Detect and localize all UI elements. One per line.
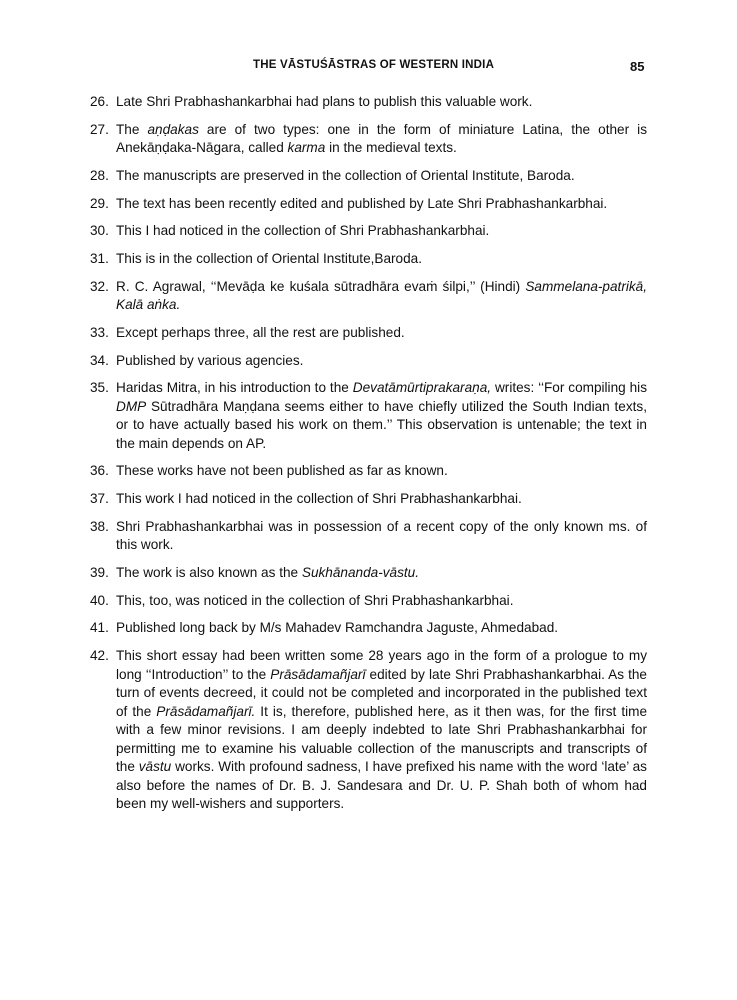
text-run: Published by various agencies. <box>116 352 304 368</box>
italic-title: Prāsādamañjarī <box>270 666 366 682</box>
endnote-number: 32. <box>90 278 109 294</box>
text-run: The <box>116 121 148 137</box>
page-header <box>0 59 737 79</box>
endnote-number: 30. <box>90 223 109 239</box>
endnote-number: 33. <box>90 324 109 340</box>
endnote-number: 40. <box>90 592 109 608</box>
text-run: The text has been recently edited and published by Late Shri Prabhashankarbhai. <box>116 195 608 211</box>
text-run: This I had noticed in the collection of Shri Prabhashankarbhai. <box>116 223 490 239</box>
text-run: It is, therefore, published here, as it then was, for the first time with a few minor revisions. I am deeply indebted to late Shri Prabhashankarbhai for permitting me to examine his valuable collection of the manuscripts and transcripts of the <box>116 703 648 774</box>
endnote-number: 31. <box>90 250 109 266</box>
italic-title: aṇḍakas <box>147 121 199 137</box>
endnote-text <box>116 462 647 481</box>
italic-title: DMP <box>116 398 147 414</box>
endnote <box>0 93 647 112</box>
endnote <box>0 518 647 555</box>
endnote <box>0 564 647 583</box>
endnote <box>0 619 647 638</box>
text-run: edited by late Shri Prabhashankarbhai. As the turn of events decreed, it could not be completed and incorporated in the published text of the <box>116 666 647 719</box>
endnote <box>0 324 647 343</box>
text-run: works. With profound sadness, I have prefixed his name with the word ‘late’ as also before the names of Dr. B. J. Sandesara and Dr. U. P. Shah both of whom had been my well-wishers and supporters. <box>116 759 647 811</box>
endnote-number: 38. <box>90 518 109 534</box>
text-run: writes: ‘‘For compiling his <box>491 380 647 396</box>
endnotes-list <box>0 93 737 823</box>
endnote <box>0 250 647 269</box>
endnote-number: 35. <box>90 380 109 396</box>
endnote-text <box>116 324 647 343</box>
text-run: Published long back by M/s Mahadev Ramchandra Jaguste, Ahmedabad. <box>116 620 559 636</box>
running-title: THE VĀSTUŚĀSTRAS OF WESTERN INDIA <box>253 59 495 71</box>
italic-title: Prāsādamañjarī. <box>156 703 256 719</box>
endnote <box>0 222 647 241</box>
endnote-text <box>116 518 647 555</box>
text-run: R. C. Agrawal, ‘‘Mevāḍa ke kuśala sūtradhāra evaṁ śilpi,’’ (Hindi) <box>116 278 526 294</box>
endnote <box>0 462 647 481</box>
endnote <box>0 195 647 214</box>
text-run: This work I had noticed in the collection of Shri Prabhashankarbhai. <box>116 491 522 507</box>
endnote-number: 39. <box>90 564 109 580</box>
endnote-text <box>116 195 647 214</box>
text-run: This short essay had been written some 28 years ago in the form of a prologue to my long ‘‘Introduction’’ to the <box>116 648 647 682</box>
endnote-text <box>116 647 647 814</box>
text-run: Shri Prabhashankarbhai was in possession of a recent copy of the only known ms. of this work. <box>116 518 647 553</box>
endnote-number: 42. <box>90 648 109 663</box>
text-run: Sūtradhāra Maṇḍana seems either to have chiefly utilized the South Indian texts, or to have actually based his work on them.’’ This observation is untenable; the text in the main depends on AP. <box>116 398 647 451</box>
endnote-number: 27. <box>90 121 109 137</box>
text-run: This is in the collection of Oriental Institute,Baroda. <box>116 250 423 266</box>
endnote-text <box>116 278 647 315</box>
text-run: The manuscripts are preserved in the collection of Oriental Institute, Baroda. <box>116 167 575 183</box>
endnote <box>0 592 647 611</box>
endnote <box>0 278 647 315</box>
endnote-number: 29. <box>90 195 109 211</box>
endnote-text <box>116 121 647 158</box>
endnote-text <box>116 352 647 371</box>
endnote-text <box>116 222 647 241</box>
endnote-number: 34. <box>90 352 109 368</box>
italic-title: Sammelana-patrikā, Kalā aṅka. <box>116 278 647 313</box>
page-number: 85 <box>630 59 645 74</box>
endnote-text <box>116 619 647 638</box>
italic-title: karma <box>287 140 326 156</box>
text-run: Late Shri Prabhashankarbhai had plans to publish this valuable work. <box>116 94 533 109</box>
text-run: Haridas Mitra, in his introduction to the <box>116 380 353 396</box>
endnote-number: 36. <box>90 463 109 479</box>
endnote <box>0 379 647 453</box>
text-run: This, too, was noticed in the collection of Shri Prabhashankarbhai. <box>116 592 514 608</box>
italic-title: Sukhānanda-vāstu. <box>301 564 420 580</box>
italic-title: Devatāmūrtiprakaraṇa, <box>352 380 492 396</box>
text-run: are of two types: one in the form of miniature Latina, the other is Anekāṇḍaka-Nāgara, called <box>116 121 647 156</box>
endnote-text <box>116 167 647 186</box>
endnote-text <box>116 250 647 269</box>
endnote-text <box>116 564 647 583</box>
endnote <box>0 490 647 509</box>
endnote-text <box>116 592 647 611</box>
text-run: Except perhaps three, all the rest are published. <box>116 324 405 340</box>
endnote <box>0 352 647 371</box>
endnote-text <box>116 93 647 112</box>
text-run: These works have not been published as far as known. <box>116 463 448 479</box>
endnote-number: 28. <box>90 167 109 183</box>
italic-title: vāstu <box>138 759 172 774</box>
text-run: in the medieval texts. <box>325 140 457 156</box>
endnote-text <box>116 379 647 453</box>
endnote <box>0 167 647 186</box>
endnote-number: 26. <box>90 94 109 109</box>
endnote-text <box>116 490 647 509</box>
endnote <box>0 647 647 814</box>
endnote <box>0 121 647 158</box>
endnote-number: 41. <box>90 620 109 636</box>
text-run: The work is also known as the <box>116 564 302 580</box>
endnote-number: 37. <box>90 491 109 507</box>
